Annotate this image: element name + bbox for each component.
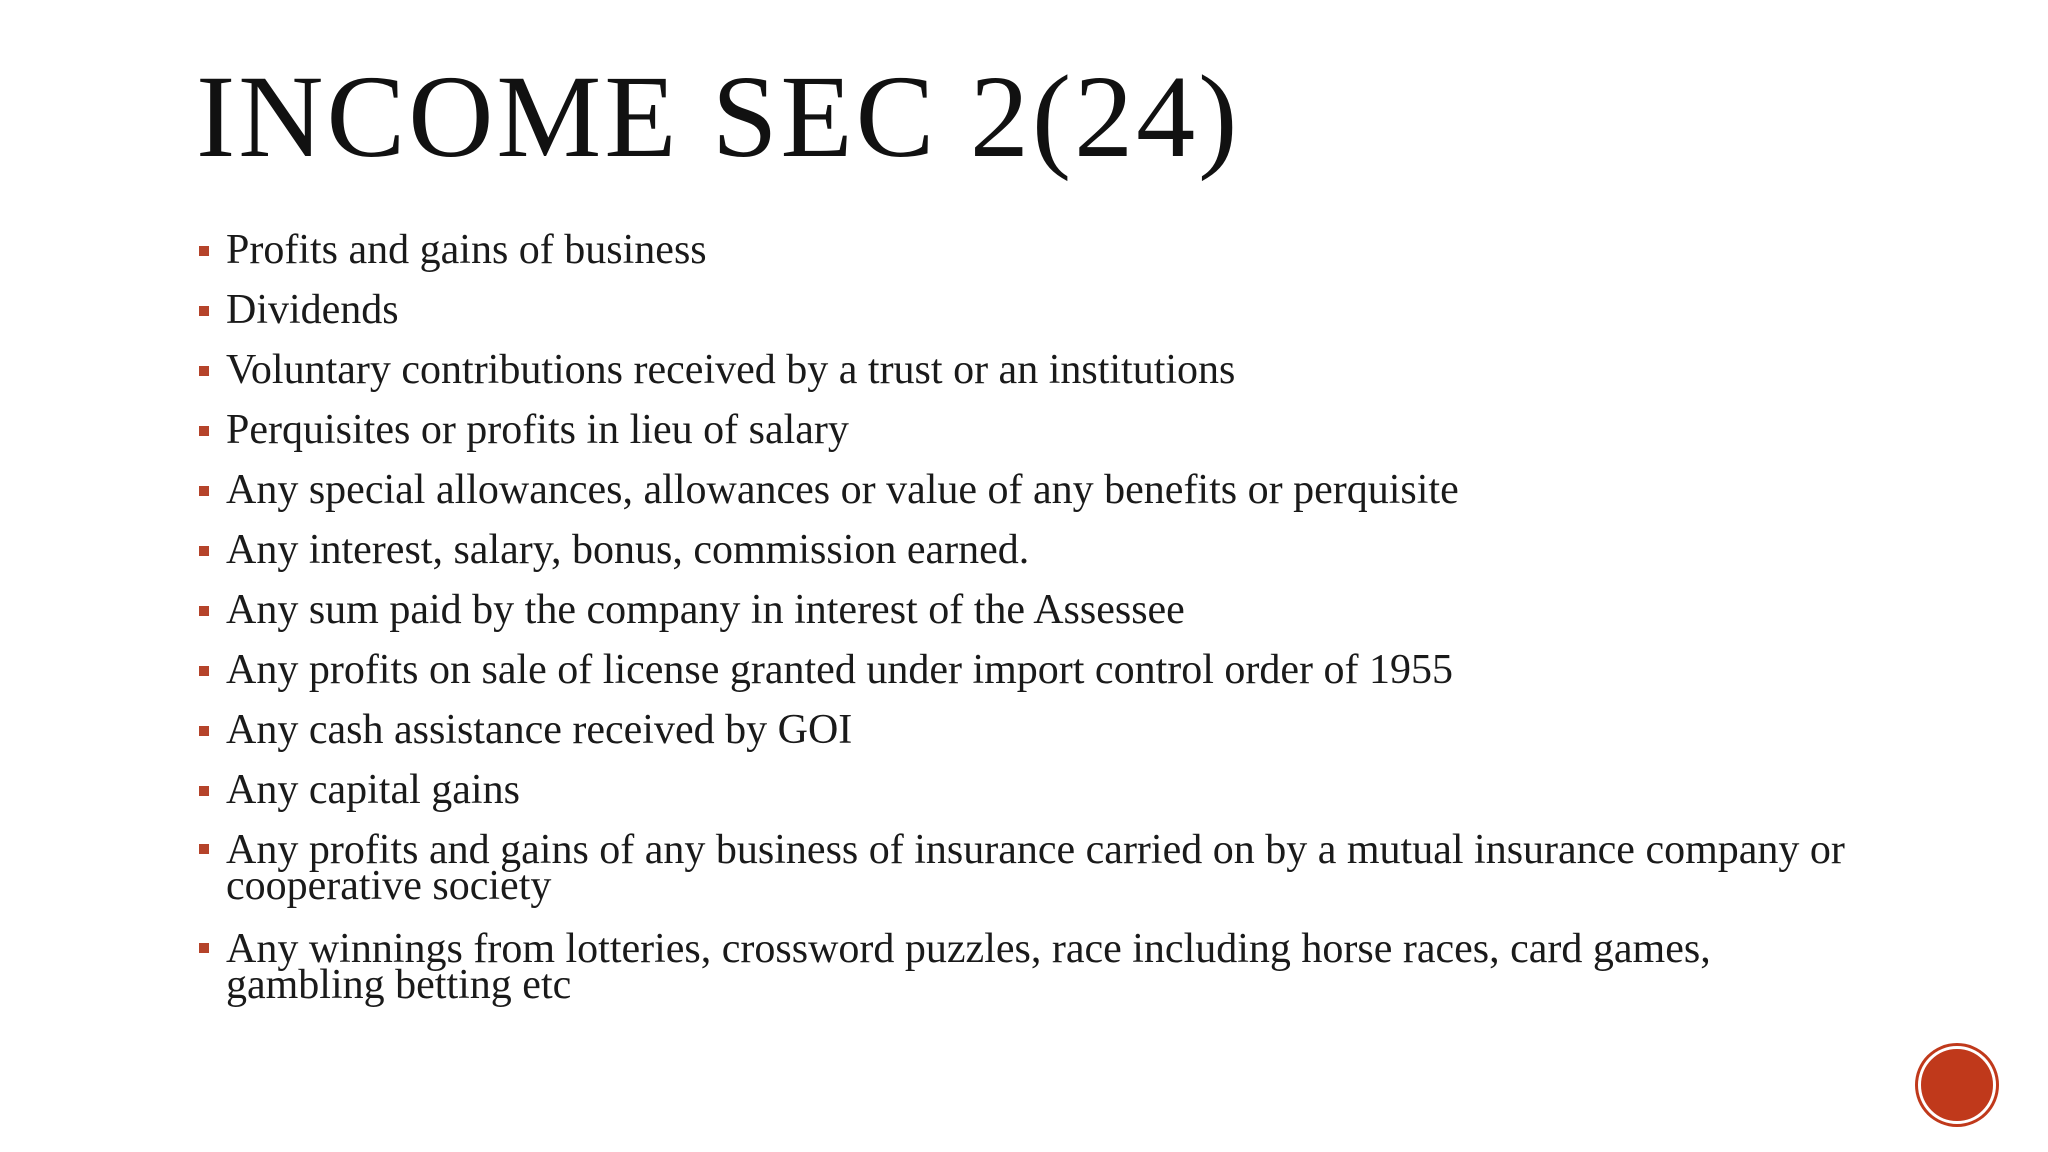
square-bullet-icon [199, 546, 209, 556]
square-bullet-icon [199, 786, 209, 796]
bullet-item [196, 346, 1856, 394]
square-bullet-icon [199, 366, 209, 376]
bullet-text: Any interest, salary, bonus, commission earned. [226, 527, 1030, 573]
square-bullet-icon [199, 486, 209, 496]
square-bullet-icon [199, 426, 209, 436]
bullet-text: Any profits and gains of any business of insurance carried on by a mutual insurance company or cooperative society [226, 827, 1845, 909]
bullet-text: Dividends [226, 287, 399, 333]
square-bullet-icon [199, 666, 209, 676]
bullet-text: Perquisites or profits in lieu of salary [226, 407, 849, 453]
square-bullet-icon [199, 246, 209, 256]
bullet-text: Any profits on sale of license granted under import control order of 1955 [226, 647, 1454, 693]
bullet-item [196, 706, 1856, 754]
bullet-item [196, 766, 1856, 814]
bullet-item [196, 586, 1856, 634]
square-bullet-icon [199, 726, 209, 736]
bullet-item [196, 466, 1856, 514]
bullet-item [196, 526, 1856, 574]
bullet-item [196, 226, 1856, 274]
bullet-text: Any cash assistance received by GOI [226, 707, 853, 753]
bullet-text: Any sum paid by the company in interest of the Assessee [226, 587, 1185, 633]
square-bullet-icon [199, 306, 209, 316]
bullet-item [196, 646, 1856, 694]
bullet-item [196, 286, 1856, 334]
bullet-text: Voluntary contributions received by a trust or an institutions [226, 347, 1236, 393]
bullet-item [196, 925, 1856, 1008]
bullet-item [196, 826, 1856, 909]
bullet-text: Profits and gains of business [226, 227, 707, 273]
slide-title: INCOME SEC 2(24) [196, 51, 1241, 182]
square-bullet-icon [199, 943, 209, 953]
slide-nav-button[interactable] [1918, 1046, 1996, 1124]
bullet-text: Any winnings from lotteries, crossword puzzles, race including horse races, card games, gambling betting etc [226, 926, 1711, 1008]
bullet-item [196, 406, 1856, 454]
bullet-list [196, 226, 1856, 1024]
square-bullet-icon [199, 606, 209, 616]
bullet-text: Any special allowances, allowances or value of any benefits or perquisite [226, 467, 1459, 513]
square-bullet-icon [199, 844, 209, 854]
bullet-text: Any capital gains [226, 767, 520, 813]
